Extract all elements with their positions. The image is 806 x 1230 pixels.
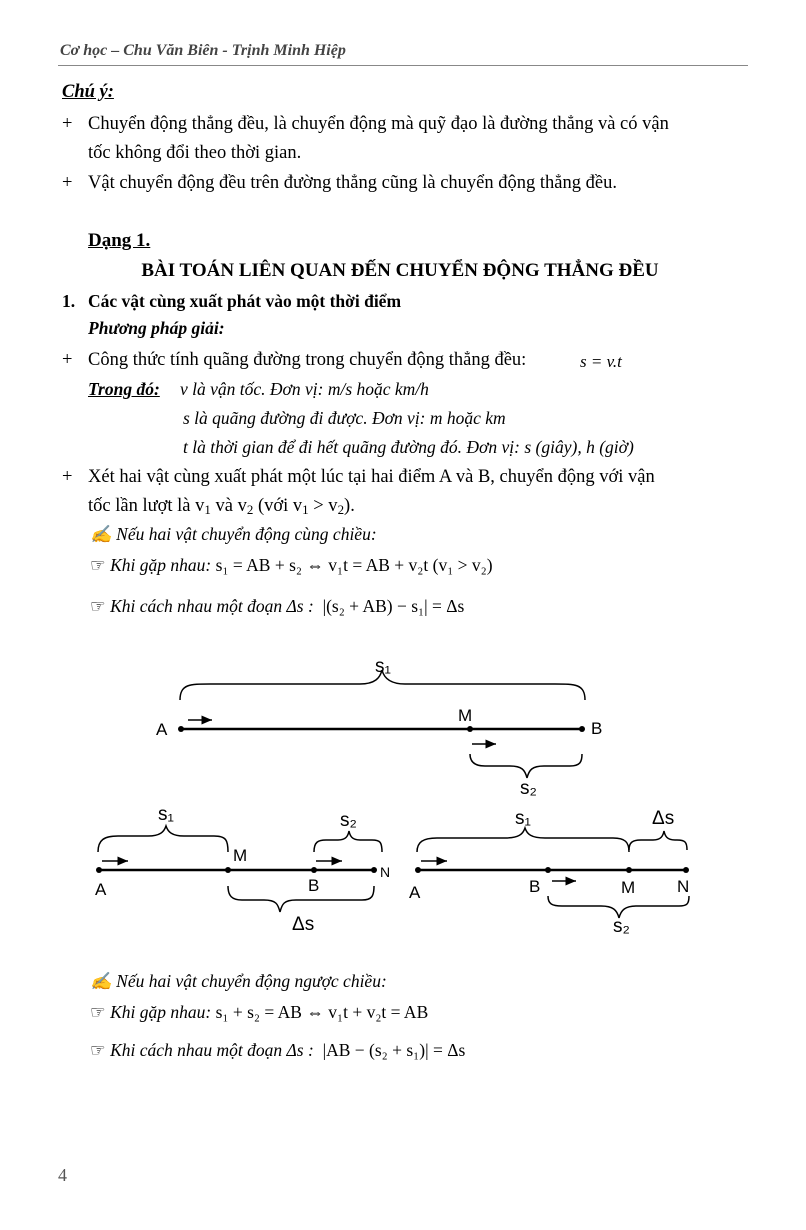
label-s1: s₁ <box>158 804 174 825</box>
same-direction-meet-equation: s₁ = AB + s₂ ⇔ v₁t = AB + v₂t (v₁ > v₂) <box>215 555 493 575</box>
point-N <box>371 867 377 873</box>
brace-s1 <box>98 826 228 852</box>
subsection-number: 1. <box>62 291 76 311</box>
bullet-symbol: + <box>62 173 73 193</box>
page-number: 4 <box>58 1165 67 1185</box>
formula-expression: s = v.t <box>580 352 622 371</box>
point-M <box>467 726 473 732</box>
diagram-same-direction-apart-2 <box>405 798 705 943</box>
subsection-title: Các vật cùng xuất phát vào một thời điểm <box>88 291 402 311</box>
pencil-icon: ✍ <box>90 524 117 544</box>
opposite-direction-meet: ☞ Khi gặp nhau: s₁ + s₂ = AB ⇔ v₁t + v₂t = AB <box>90 1002 429 1022</box>
label-B: B <box>308 876 320 895</box>
point-A <box>178 726 184 732</box>
label-A: A <box>409 883 421 902</box>
point-A <box>96 867 102 873</box>
method-label: Phương pháp giải: <box>88 318 225 338</box>
label-s2: s₂ <box>613 916 630 937</box>
point-B <box>579 726 585 732</box>
label-N: N <box>677 877 690 896</box>
bullet-symbol: + <box>62 467 73 487</box>
point-M <box>626 867 632 873</box>
bullet-symbol: + <box>62 350 73 370</box>
point-B <box>311 867 317 873</box>
point-N <box>683 867 689 873</box>
pointing-hand-icon: ☞ <box>90 555 111 575</box>
pointing-hand-icon: ☞ <box>90 1040 111 1060</box>
pencil-icon: ✍ <box>90 971 117 991</box>
opposite-direction-apart: ☞ Khi cách nhau một đoạn Δs : |AB − (s₂ + s₁)| = Δs <box>90 1040 466 1060</box>
bullet-symbol: + <box>62 114 73 134</box>
same-direction-apart-equation: |(s₂ + AB) − s₁| = Δs <box>322 596 465 616</box>
header-rule <box>58 65 748 66</box>
point-M <box>225 867 231 873</box>
brace-ds <box>228 886 374 912</box>
brace-s2 <box>548 896 689 918</box>
label-M: M <box>621 878 636 897</box>
label-N: N <box>380 864 391 880</box>
note-bullet-1-line-2: tốc không đổi theo thời gian. <box>88 143 302 163</box>
same-direction-meet: ☞ Khi gặp nhau: s₁ = AB + s₂ ⇔ v₁t = AB + v₂t (v₁ > v₂) <box>90 555 493 575</box>
where-line-1: v là vận tốc. Đơn vị: m/s hoặc km/h <box>180 379 429 399</box>
brace-s2 <box>314 831 382 852</box>
diagram-same-direction-meet <box>150 648 620 798</box>
running-header: Cơ học – Chu Văn Biên - Trịnh Minh Hiệp <box>60 42 346 59</box>
same-direction-apart: ☞ Khi cách nhau một đoạn Δs : |(s₂ + AB) − s₁| = Δs <box>90 596 465 616</box>
brace-ds <box>629 831 687 850</box>
opposite-direction-meet-equation: s₁ + s₂ = AB ⇔ v₁t + v₂t = AB <box>215 1002 429 1022</box>
where-line-3: t là thời gian để đi hết quãng đường đó. Đơn vị: s (giây), h (giờ) <box>183 437 634 457</box>
two-objects-line-1: Xét hai vật cùng xuất phát một lúc tại hai điểm A và B, chuyển động với vận <box>88 467 655 487</box>
label-A: A <box>156 720 168 739</box>
section-label: Dạng 1. <box>88 230 151 251</box>
pointing-hand-icon: ☞ <box>90 1002 111 1022</box>
note-bullet-1-line-1: Chuyển động thẳng đều, là chuyển động mà quỹ đạo là đường thẳng và có vận <box>88 114 669 134</box>
section-title: BÀI TOÁN LIÊN QUAN ĐẾN CHUYỂN ĐỘNG THẲNG ĐỀU <box>141 260 659 281</box>
label-s1: s₁ <box>375 656 391 677</box>
label-M: M <box>458 706 473 725</box>
brace-s1 <box>417 828 629 852</box>
note-bullet-2: Vật chuyển động đều trên đường thẳng cũng là chuyển động thẳng đều. <box>88 173 617 193</box>
two-objects-line-2: tốc lần lượt là $v_1$ và $v_2$ (với $v_1 > v_2$). <box>88 496 355 518</box>
label-A: A <box>95 880 107 899</box>
note-label: Chú ý: <box>62 82 114 102</box>
where-line-2: s là quãng đường đi được. Đơn vị: m hoặc km <box>183 408 506 428</box>
formula-text: Công thức tính quãng đường trong chuyển động thẳng đều: <box>88 350 527 370</box>
pointing-hand-icon: ☞ <box>90 596 111 616</box>
same-direction-heading: ✍ Nếu hai vật chuyển động cùng chiều: <box>90 524 377 544</box>
point-A <box>415 867 421 873</box>
diagram-same-direction-apart-1 <box>88 798 398 943</box>
label-B: B <box>591 719 603 738</box>
where-label: Trong đó: <box>88 379 160 399</box>
label-s2: s₂ <box>520 778 537 798</box>
label-s2: s₂ <box>340 810 357 831</box>
opposite-direction-heading: ✍ Nếu hai vật chuyển động ngược chiều: <box>90 971 387 991</box>
label-ds: Δs <box>292 914 315 935</box>
label-M: M <box>233 846 248 865</box>
opposite-direction-apart-equation: |AB − (s₂ + s₁)| = Δs <box>322 1040 466 1060</box>
point-B <box>545 867 551 873</box>
label-s1: s₁ <box>515 808 531 829</box>
label-B: B <box>529 877 541 896</box>
label-ds: Δs <box>652 808 675 829</box>
brace-s2 <box>470 754 582 778</box>
